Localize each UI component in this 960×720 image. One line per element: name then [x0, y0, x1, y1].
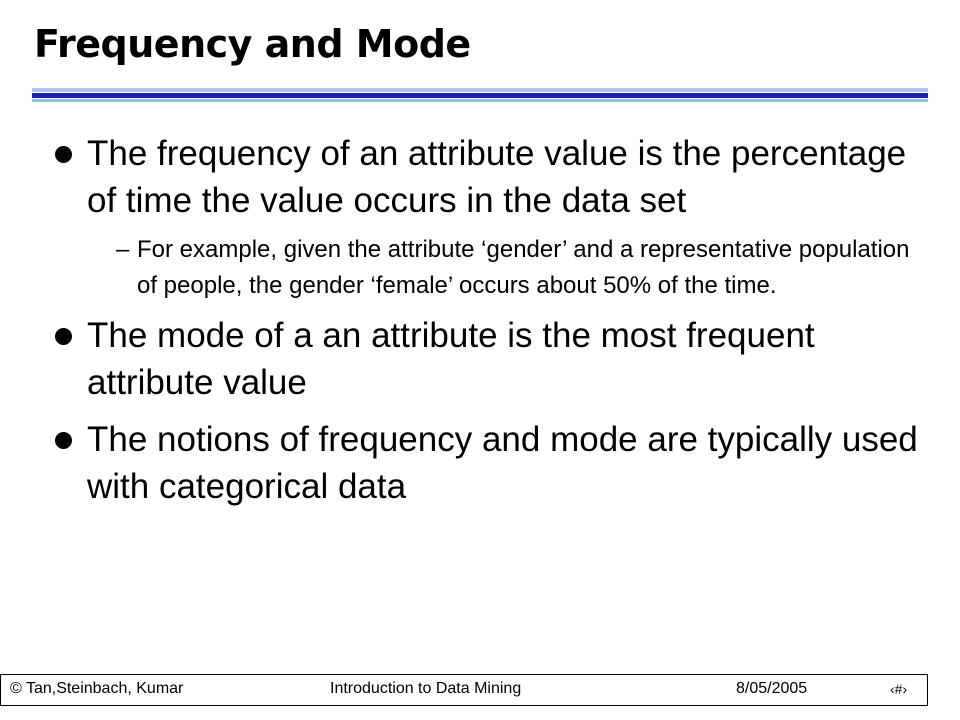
dash-icon: –: [116, 236, 130, 263]
bullet-item-mode: [50, 312, 930, 406]
bullet-text: The frequency of an attribute value is the percentage of time the value occurs in the data set: [87, 134, 907, 220]
slide-title: Frequency and Mode: [34, 22, 471, 66]
sub-bullet-text: For example, given the attribute ‘gender’ and a representative population of people, the gender ‘female’ occurs about 50% of the time.: [137, 236, 910, 299]
title-underline-light-top: [32, 88, 928, 92]
bullet-text: The mode of a an attribute is the most frequent attribute value: [87, 316, 815, 402]
bullet-dot-icon: [55, 328, 72, 345]
title-underline-dark: [32, 93, 928, 98]
footer-course-title: Introduction to Data Mining: [330, 680, 522, 697]
sub-bullet-example: [50, 232, 930, 304]
title-underline-light-bottom: [32, 99, 928, 102]
footer-page-number: ‹#›: [890, 681, 908, 697]
bullet-dot-icon: [55, 432, 72, 449]
bullet-text: The notions of frequency and mode are typically used with categorical data: [87, 420, 918, 506]
bullet-dot-icon: [55, 146, 72, 163]
bullet-item-frequency: [50, 130, 930, 224]
slide-body: [50, 130, 930, 510]
footer-copyright: © Tan,Steinbach, Kumar: [10, 680, 184, 697]
footer-date: 8/05/2005: [736, 680, 808, 697]
bullet-item-notions: [50, 416, 930, 510]
